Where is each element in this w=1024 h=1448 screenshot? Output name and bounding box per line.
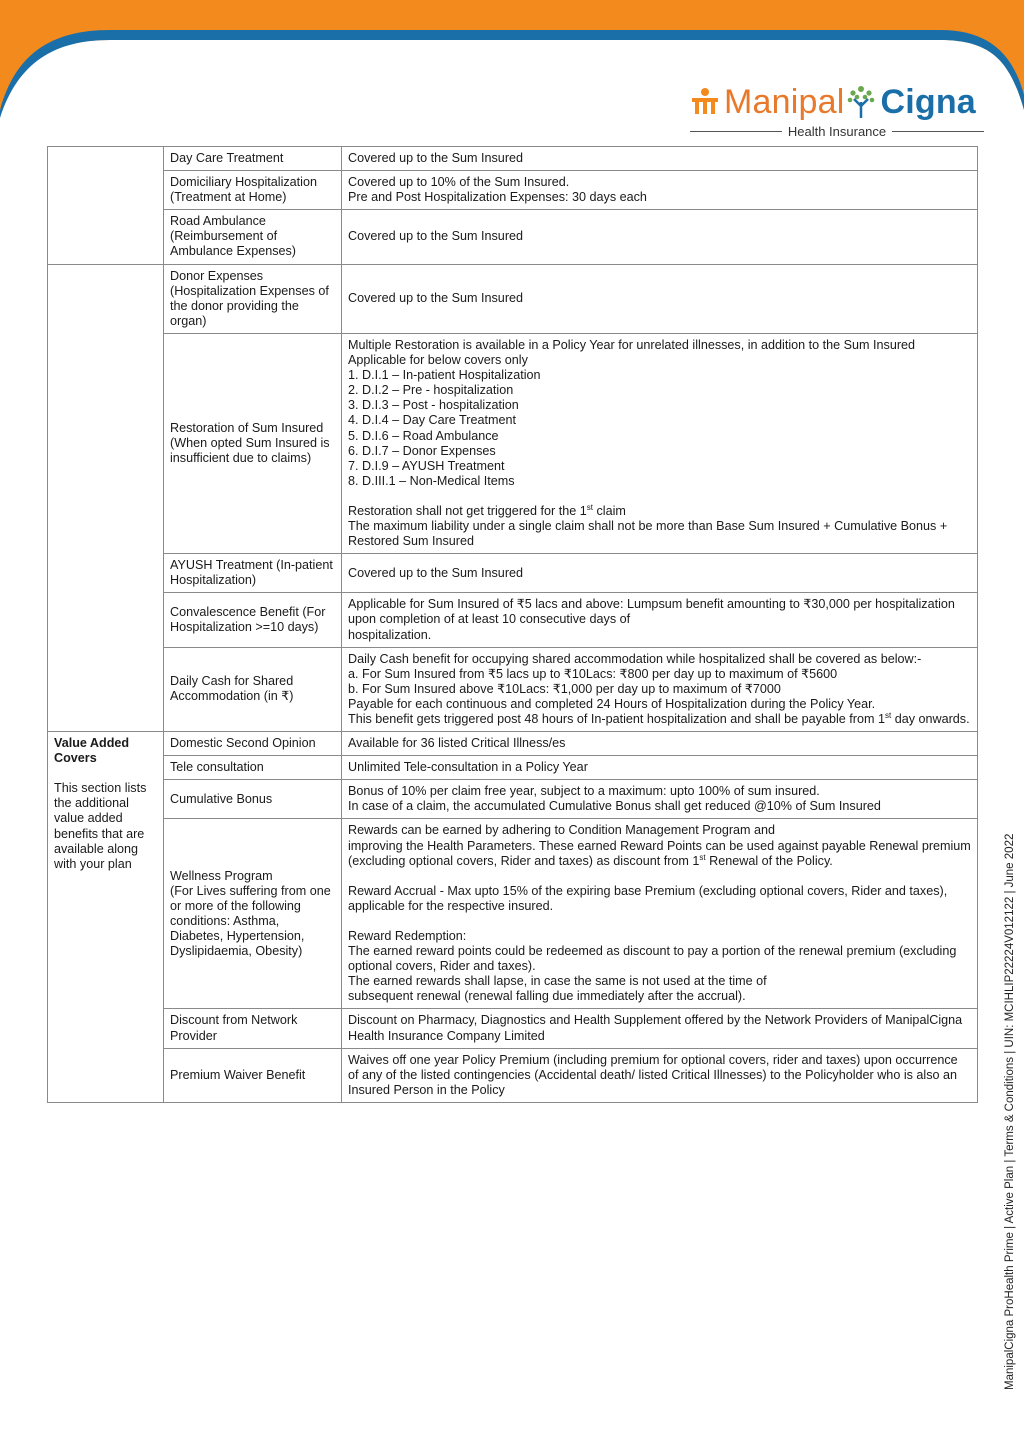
cover-name: Donor Expenses (Hospitalization Expenses of the donor providing the organ) [170,268,329,328]
cover-name: Restoration of Sum Insured [170,420,324,435]
cover-detail-cell [342,732,978,756]
cover-name-cell [164,554,342,593]
cover-detail-cell [342,1048,978,1102]
cover-detail-line: 3. D.I.3 – Post - hospitalization [348,398,519,413]
cover-detail-line: Covered up to the Sum Insured [348,291,524,306]
cover-name: Road Ambulance (Reimbursement of Ambulance Expenses) [170,214,297,259]
cover-name: Daily Cash for Shared Accommodation (in ₹) [170,674,294,704]
house-mark-icon [690,87,720,117]
cover-detail-line: Multiple Restoration is available in a Policy Year for unrelated illnesses, in addition to the Sum Insured [348,337,916,352]
cover-name-cell [164,171,342,210]
cover-detail-cell [342,780,978,819]
table-row [48,780,978,819]
cover-detail-line: subsequent renewal (renewal falling due immediately after the accrual). [348,989,746,1004]
table-row [48,264,978,333]
cover-detail-line: Rewards can be earned by adhering to Condition Management Program and [348,823,776,838]
cover-detail-cell [342,333,978,553]
brand-word-manipal: Manipal [724,83,845,121]
cover-detail-line: Applicable for below covers only [348,353,528,368]
section-cell [48,147,164,265]
cover-detail-cell [342,1009,978,1048]
cover-detail-line: The earned rewards shall lapse, in case the same is not used at the time of [348,974,767,989]
cover-name-cell [164,756,342,780]
cover-detail-cell [342,819,978,1009]
cover-detail-cell [342,147,978,171]
cover-name-cell [164,1009,342,1048]
tree-icon [846,84,876,120]
cover-detail-line: Covered up to the Sum Insured [348,565,524,580]
cover-detail-line: Restoration shall not get triggered for the 1st claim [348,502,626,518]
cover-detail-line: 6. D.I.7 – Donor Expenses [348,443,496,458]
cover-detail-line: Covered up to the Sum Insured [348,151,524,165]
table-row [48,647,978,731]
cover-detail-line: Reward Redemption: [348,928,467,943]
cover-name: Tele consultation [170,760,264,775]
cover-name: Domestic Second Opinion [170,736,316,751]
table-row [48,147,978,171]
cover-name: Cumulative Bonus [170,791,273,806]
table-row [48,171,978,210]
section-title: Value Added Covers [54,736,130,766]
cover-name-cell [164,147,342,171]
cover-detail-line: Payable for each continuous and completed 24 Hours of Hospitalization during the Policy Year. [348,696,876,711]
brand-word-cigna: Cigna [880,83,976,121]
cover-detail-line: hospitalization. [348,627,432,642]
cover-detail-line: Available for 36 listed Critical Illness/es [348,736,566,751]
table-row [48,593,978,647]
cover-name-cell [164,1048,342,1102]
cover-detail-line: Pre and Post Hospitalization Expenses: 30 days each [348,190,647,205]
cover-detail-cell [342,593,978,647]
cover-detail-line: In case of a claim, the accumulated Cumulative Bonus shall get reduced @10% of Sum Insured [348,799,881,814]
cover-name-cell [164,647,342,731]
cover-detail-line: a. For Sum Insured from ₹5 lacs up to ₹10Lacs: ₹800 per day up to maximum of ₹5600 [348,666,838,681]
cover-detail-line: 1. D.I.1 – In-patient Hospitalization [348,368,541,383]
cover-detail-line: 8. D.III.1 – Non-Medical Items [348,473,515,488]
cover-name-cell [164,333,342,553]
cover-name-cell [164,264,342,333]
cover-name: AYUSH Treatment (In-patient Hospitalization) [170,558,333,588]
cover-detail-line: Daily Cash benefit for occupying shared accommodation while hospitalized shall be covered as below:- [348,651,922,666]
table-row [48,333,978,553]
cover-detail-line: 4. D.I.4 – Day Care Treatment [348,413,516,428]
cover-detail-cell [342,756,978,780]
cover-name-cell [164,780,342,819]
cover-detail-line: Covered up to the Sum Insured [348,229,524,244]
cover-detail-cell [342,554,978,593]
section-cell [48,732,164,1103]
cover-detail-line: 7. D.I.9 – AYUSH Treatment [348,458,505,473]
cover-detail-cell [342,264,978,333]
side-footer-text: ManipalCigna ProHealth Prime | Active Plan | Terms & Conditions | UIN: MCIHLIP22224V012122 | June 2022 [1004,833,1016,1390]
cover-detail-line: b. For Sum Insured above ₹10Lacs: ₹1,000 per day up to maximum of ₹7000 [348,681,781,696]
cover-detail-line: Covered up to 10% of the Sum Insured. [348,175,570,190]
section-description: This section lists the additional value added benefits that are available along with your plan [54,781,147,871]
cover-name: Wellness Program [170,868,273,883]
manipal-cigna-logo [690,80,990,142]
cover-name-cell [164,593,342,647]
cover-name: Discount from Network Provider [170,1013,298,1043]
cover-name-cell [164,732,342,756]
cover-detail-line: Applicable for Sum Insured of ₹5 lacs and above: Lumpsum benefit amounting to ₹30,000 per hospitalization upon completion of at least 10 consecutive days of [348,597,955,627]
cover-detail-cell [342,210,978,264]
cover-name-cell [164,210,342,264]
table-row [48,554,978,593]
brand-tagline: Health Insurance [690,124,984,139]
cover-detail-line: Discount on Pharmacy, Diagnostics and Health Supplement offered by the Network Providers of ManipalCigna Health Insurance Company Limited [348,1013,963,1043]
cover-detail-line: Waives off one year Policy Premium (including premium for optional covers, rider and taxes) upon occurrence of any of the listed contingencies (Accidental death/ listed Critical Illnesses) to the Policyholder who is also an Insured Person in the Policy [348,1052,958,1097]
section-cell [48,264,164,732]
cover-name-cell [164,819,342,1009]
cover-detail-line: 2. D.I.2 – Pre - hospitalization [348,383,514,398]
cover-name: Premium Waiver Benefit [170,1067,306,1082]
table-row [48,210,978,264]
cover-detail-cell [342,171,978,210]
cover-name: Day Care Treatment [170,151,284,165]
table-row [48,1048,978,1102]
cover-name: Domiciliary Hospitalization (Treatment at Home) [170,175,317,205]
table-row [48,732,978,756]
cover-name-note: (When opted Sum Insured is insufficient due to claims) [170,436,330,466]
cover-detail-line: improving the Health Parameters. These earned Reward Points can be used against payable Renewal premium (excluding optional covers, Rider and taxes) as discount from 1st Renewal of the Policy. [348,838,971,868]
cover-name-note: (For Lives suffering from one or more of the following conditions: Asthma, Diabetes, Hypertension, Dyslipidaemia, Obesity) [170,883,331,959]
table-row [48,756,978,780]
table-row [48,1009,978,1048]
cover-detail-line: The maximum liability under a single claim shall not be more than Base Sum Insured + Cumulative Bonus + Restored Sum Insured [348,518,948,549]
cover-detail-line: Unlimited Tele-consultation in a Policy Year [348,760,588,775]
table-row [48,819,978,1009]
cover-detail-line: Bonus of 10% per claim free year, subject to a maximum: upto 100% of sum insured. [348,784,820,799]
cover-detail-cell [342,647,978,731]
cover-detail-line: This benefit gets triggered post 48 hours of In-patient hospitalization and shall be payable from 1st day onwards. [348,710,970,726]
cover-detail-line: The earned reward points could be redeemed as discount to pay a portion of the renewal premium (excluding optional covers, Rider and taxes). [348,944,957,974]
cover-detail-line: Reward Accrual - Max upto 15% of the expiring base Premium (excluding optional covers, Rider and taxes), applicable for the respective insured. [348,883,948,913]
cover-detail-line: 5. D.I.6 – Road Ambulance [348,428,499,443]
cover-name: Convalescence Benefit (For Hospitalization >=10 days) [170,604,326,634]
coverage-table [47,146,978,1103]
